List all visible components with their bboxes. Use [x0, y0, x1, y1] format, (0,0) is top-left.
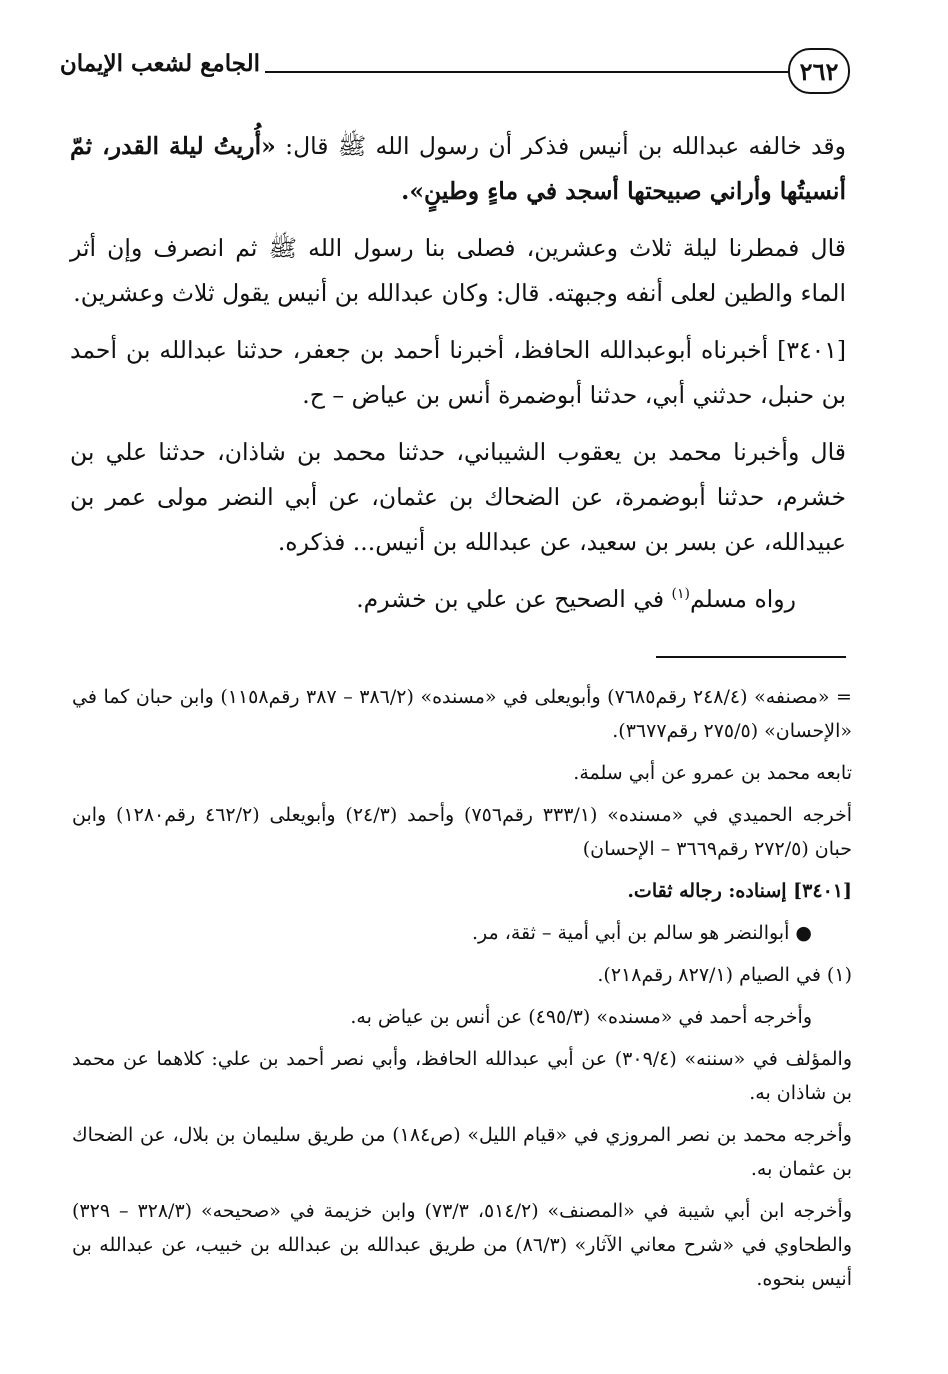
footnote-line: وأخرجه ابن أبي شيبة في «المصنف» (٥١٤/٢، ٧٣/٣) وابن خزيمة في «صحيحه» (٣٢٨/٣ – ٣٢٩) والطحاوي في «شرح معاني الآثار» (٨٦/٣) من طريق عبدالله بن عبدالله بن خبيب، عن عبدالله بن أنيس بنحوه.	[72, 1200, 853, 1290]
footnote-line: وأخرجه محمد بن نصر المروزي في «قيام الليل» (ص١٨٤) من طريق سليمان بن بلال، عن الضحاك بن عثمان به.	[72, 1124, 852, 1180]
paragraph-4: قال وأخبرنا محمد بن يعقوب الشيباني، حدثنا محمد بن شاذان، حدثنا علي بن خشرم، حدثنا أبوضمرة، عن الضحاك بن عثمان، عن أبي النضر مولى عمر بن عبيدالله، عن بسر بن سعيد، عن عبدالله بن أنيس... فذكره.	[70, 438, 846, 556]
book-title: الجامع لشعب الإيمان	[59, 50, 260, 77]
header-rule	[265, 71, 788, 73]
hadith-quote: «أُريتُ ليلة القدر، ثمّ أنسيتُها وأراني صبيحتها أسجد في ماءٍ وطينٍ».	[70, 132, 846, 205]
footnote-line: = «مصنفه» (٢٤٨/٤ رقم٧٦٨٥) وأبويعلى في «مسنده» (٣٨٦/٢ – ٣٨٧ رقم١١٥٨) وابن حبان كما في «الإحسان» (٢٧٥/٥ رقم٣٦٧٧).	[72, 686, 852, 742]
paragraph-1	[70, 124, 846, 214]
paragraph-1-lead: وقد خالفه عبدالله بن أنيس فذكر أن رسول الله ﷺ قال:	[275, 132, 847, 160]
footnote-line: والمؤلف في «سننه» (٣٠٩/٤) عن أبي عبدالله الحافظ، وأبي نصر أحمد بن علي: كلاهما عن محمد بن شاذان به.	[72, 1048, 852, 1104]
footnote-separator	[656, 656, 846, 658]
paragraph-3: [٣٤٠١] أخبرناه أبوعبدالله الحافظ، أخبرنا أحمد بن جعفر، حدثنا عبدالله بن أحمد بن حنبل، حدثني أبي، حدثنا أبوضمرة أنس بن عياض – ح.	[70, 336, 846, 409]
main-text	[70, 124, 846, 634]
paragraph-5-lead: رواه مسلم	[690, 585, 796, 613]
footnote-ref: (١)	[671, 586, 691, 603]
footnote-line: أخرجه الحميدي في «مسنده» (٣٣٣/١ رقم٧٥٦) وأحمد (٢٤/٣) وأبويعلى (٤٦٢/٢ رقم١٢٨٠) وابن حبان (٢٧٢/٥ رقم٣٦٦٩ – الإحسان)	[72, 804, 852, 860]
footnote-line: وأخرجه أحمد في «مسنده» (٤٩٥/٣) عن أنس بن عياض به.	[350, 1006, 812, 1028]
footnote-line: [٣٤٠١] إسناده: رجاله ثقات.	[627, 880, 852, 902]
page-header	[60, 44, 850, 108]
footnote-line: تابعه محمد بن عمرو عن أبي سلمة.	[573, 762, 852, 784]
footnote-line: (١) في الصيام (٨٢٧/١ رقم٢١٨).	[597, 964, 852, 986]
paragraph-5	[70, 577, 846, 622]
footnotes	[72, 680, 852, 1304]
paragraph-5-tail: في الصحيح عن علي بن خشرم.	[356, 585, 672, 613]
page-number: ٢٦٢	[788, 48, 850, 94]
footnote-line: ● أبوالنضر هو سالم بن أبي أمية – ثقة، مر.	[471, 922, 812, 944]
paragraph-2: قال فمطرنا ليلة ثلاث وعشرين، فصلى بنا رسول الله ﷺ ثم انصرف وإن أثر الماء والطين لعلى أنفه وجبهته. قال: وكان عبدالله بن أنيس يقول ثلاث وعشرين.	[70, 234, 846, 307]
